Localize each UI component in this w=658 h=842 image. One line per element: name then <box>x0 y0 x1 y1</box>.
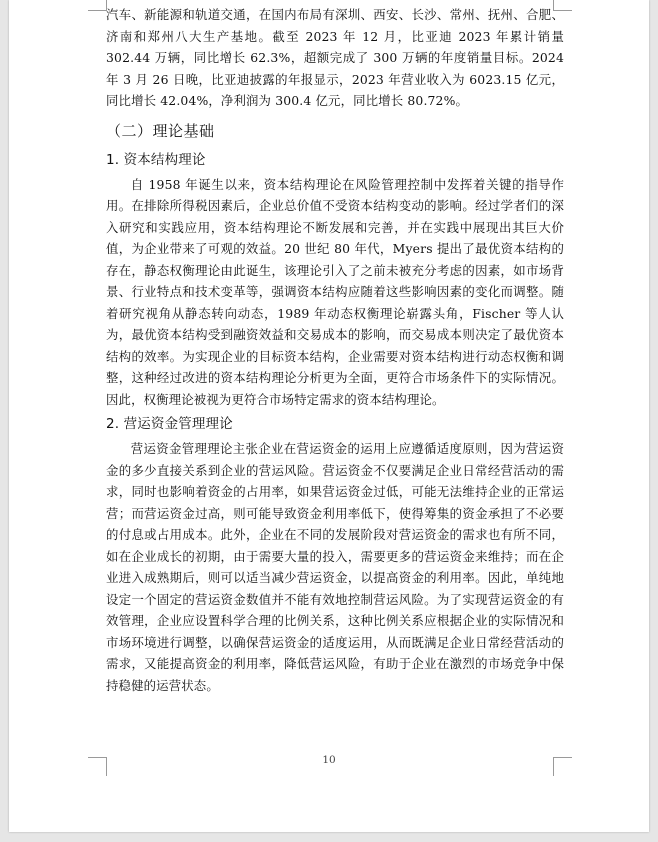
document-page <box>9 0 649 832</box>
capital-structure-paragraph: 自 1958 年诞生以来，资本结构理论在风险管理控制中发挥着关键的指导作用。在排除所得税因素后，企业总价值不受资本结构变动的影响。经过学者们的深入研究和实践应用，资本结构理论不断发展和完善，并在实践中展现出其巨大价值，为企业带来了可观的效益。20 世纪 80 年代，Myers 提出了最优资本结构的存在，静态权衡理论由此诞生，该理论引入了之前未被充分考虑的因素，如市场背景、行业特点和技术变革等，强调资本结构应随着这些影响因素的变化而调整。随着研究视角从静态转向动态，1989 年动态权衡理论崭露头角，Fischer 等人认为，最优资本结构受到融资效益和交易成本的影响，而交易成本则决定了最优资本结构的效率。为实现企业的目标资本结构，企业需要对资本结构进行动态权衡和调整，这种经过改进的资本结构理论分析更为全面，更符合市场条件下的实际情况。因此，权衡理论被视为更符合市场特定需求的资本结构理论。 <box>106 176 564 407</box>
subsection-heading-capital-structure: 1. 资本结构理论 <box>106 151 206 168</box>
section-heading: （二）理论基础 <box>106 121 215 140</box>
intro-paragraph: 汽车、新能源和轨道交通，在国内布局有深圳、西安、长沙、常州、抚州、合肥、济南和郑州八大生产基地。截至 2023 年 12 月，比亚迪 2023 年累计销量 302.44 万辆，同比增长 62.3%，超额完成了 300 万辆的年度销量目标。2024 年 3 月 26 日晚，比亚迪披露的年报显示，2023 年营业收入为 6023.15 亿元，同比增长 42.04%，净利润为 300.4 亿元，同比增长 80.72%。 <box>106 7 564 108</box>
page-body <box>106 4 564 696</box>
margin-marker-top-right <box>553 0 572 11</box>
page-number: 10 <box>322 754 336 766</box>
working-capital-paragraph: 营运资金管理理论主张企业在营运资金的运用上应遵循适度原则，因为营运资金的多少直接关系到企业的营运风险。营运资金不仅要满足企业日常经营活动的需求，同时也影响着资金的占用率，如果营运资金过低，可能无法维持企业的正常运营；而营运资金过高，则可能导致资金利用率低下，使得筹集的资金承担了不必要的付息或占用成本。此外，企业在不同的发展阶段对营运资金的需求也有所不同，如在企业成长的初期，由于需要大量的投入，需要更多的营运资金来维持；而在企业进入成熟期后，则可以适当减少营运资金，以提高资金的利用率。因此，单纯地设定一个固定的营运资金数值并不能有效地控制营运风险。为了实现营运资金的有效管理，企业应设置科学合理的比例关系，这种比例关系应根据企业的实际情况和市场环境进行调整，以确保营运资金的适度运用，从而既满足企业日常经营活动的需求，又能提高资金的利用率，降低营运风险，有助于企业在激烈的市场竞争中保持稳健的运营状态。 <box>106 441 564 693</box>
subsection-heading-working-capital: 2. 营运资金管理理论 <box>106 416 233 432</box>
margin-marker-top-left <box>88 0 107 11</box>
